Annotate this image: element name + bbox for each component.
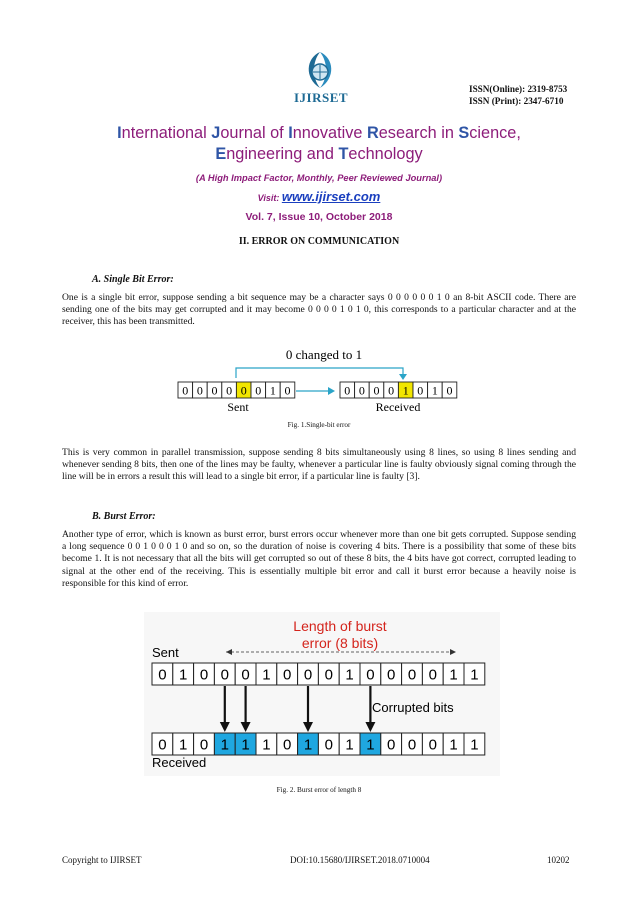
- fig2-received-bit-value: 1: [449, 736, 458, 754]
- fig1-connector-line: [236, 368, 403, 378]
- fig1-sent-bit-value: 0: [240, 383, 247, 398]
- fig1-received-bit-value: 0: [344, 383, 351, 398]
- journal-title-line2: [40, 145, 598, 164]
- fig2-sent-bit-value: 0: [220, 666, 229, 684]
- fig2-corruption-arrowhead-icon: [241, 722, 251, 732]
- fig2-sent-bit-value: 0: [158, 666, 167, 684]
- fig1-sent-bit-value: 1: [269, 383, 276, 398]
- fig2-title-line2: error (8 bits): [301, 635, 379, 651]
- fig1-sent-bit-value: 0: [196, 383, 203, 398]
- footer-doi: DOI:10.15680/IJIRSET.2018.0710004: [290, 855, 430, 865]
- fig2-received-bit-value: 0: [158, 736, 167, 754]
- fig2-received-bit-value: 1: [303, 736, 313, 754]
- fig2-corruption-arrowhead-icon: [365, 722, 375, 732]
- issn-block: [469, 83, 567, 107]
- fig1-sent-bit-value: 0: [255, 383, 262, 398]
- fig2-sent-bit-value: 0: [199, 666, 209, 684]
- paragraph-burst-error: Another type of error, which is known as burst error, burst errors occur whenever more than one bit gets corrupted. Suppose sending a long sequence 0 0 1 0 0 0 1 0 and so on, so the duration of noise is covering 4 bits. There is a possibility that some of these bits become 1. It is not necessary that all the bits will get corrupted so out of these 8 bits, the 4 bits have got correct, corrupted leading to signal at the other end of the receiving. This is essentially multiple bit error and call it burst error because a heavily noise is responsible for this kind of error.: [62, 529, 576, 589]
- fig2-corruption-arrowhead-icon: [220, 722, 230, 732]
- journal-website-link[interactable]: www.ijirset.com: [281, 189, 381, 204]
- fig2-sent-bit-value: 0: [303, 666, 313, 684]
- fig2-received-bit-value: 0: [324, 736, 333, 754]
- journal-title-line2-cap-1: T: [338, 145, 349, 163]
- fig1-received-bit-value: 0: [358, 383, 365, 398]
- fig1-received-bit-value: 1: [402, 383, 409, 398]
- fig2-received-bit-value: 0: [428, 736, 437, 754]
- fig2-sent-bit-value: 0: [324, 666, 333, 684]
- fig2-span-left-arrow-icon: [226, 649, 232, 655]
- fig1-sent-label: Sent: [227, 400, 249, 414]
- fig2-received-bit-value: 1: [262, 736, 271, 754]
- fig2-sent-bit-value: 1: [345, 666, 354, 684]
- visit-line: [0, 189, 638, 204]
- fig1-sent-bit-value: 0: [226, 383, 233, 398]
- volume-line: Vol. 7, Issue 10, October 2018: [245, 211, 393, 223]
- figure-single-bit-error: [174, 344, 464, 416]
- journal-title-line1-cap-2: I: [288, 124, 293, 142]
- fig2-sent-bit-value: 1: [449, 666, 458, 684]
- journal-title-line1-word-1: ournal of: [220, 124, 289, 142]
- fig1-top-label: 0 changed to 1: [285, 347, 363, 362]
- issn-print: ISSN (Print): 2347-6710: [469, 96, 564, 106]
- fig2-sent-label: Sent: [152, 645, 179, 660]
- footer-page-number: 10202: [547, 855, 570, 865]
- fig2-sent-bit-value: 0: [407, 666, 417, 684]
- figure-burst-error: [144, 612, 500, 776]
- footer-copyright: Copyright to IJIRSET: [62, 855, 142, 865]
- journal-title-line2-word-1: echnology: [348, 145, 423, 163]
- journal-title-line1-word-2: nnovative: [292, 124, 367, 142]
- journal-title-line1-cap-4: S: [458, 124, 470, 142]
- fig1-received-label: Received: [375, 400, 421, 414]
- paragraph-single-bit: One is a single bit error, suppose sending a bit sequence may be a character says 0 0 0 0 0 0 1 0 an 8-bit ASCII code. There are sending one of the bits may get corrupted and it may become 0 0 0 0 1 0 1 0, this corresponds to a particular character and at the receiver, this has been transmitted.: [62, 292, 576, 328]
- fig2-received-bit-value: 0: [283, 736, 292, 754]
- fig2-span-right-arrow-icon: [450, 649, 456, 655]
- fig2-received-bit-value: 1: [241, 736, 250, 754]
- fig2-corrupted-label: Corrupted bits: [372, 700, 454, 715]
- fig2-received-bit-value: 1: [366, 736, 375, 754]
- fig1-sent-bit-value: 0: [182, 383, 189, 398]
- paragraph-parallel-transmission: This is very common in parallel transmission, suppose sending 8 bits simultaneously using 8 lines, so using 8 lines sending and whenever sending 8 bits, then one of the lines may be faulty, whenever a particular line is faulty obviously signal coming through the line will be in errors a result this will lead to a single bit error, if a particular line is faulty [3].: [62, 447, 576, 483]
- section-title: II. ERROR ON COMMUNICATION: [238, 236, 400, 247]
- fig2-received-bit-value: 0: [407, 736, 417, 754]
- fig2-sent-bit-value: 0: [241, 666, 250, 684]
- subsection-heading-b: B. Burst Error:: [92, 511, 156, 522]
- journal-title-line1-word-3: esearch in: [378, 124, 459, 142]
- fig1-transmit-arrowhead-icon: [328, 387, 335, 395]
- fig2-sent-bit-value: 0: [283, 666, 292, 684]
- fig2-sent-bit-value: 0: [387, 666, 396, 684]
- issn-online: ISSN(Online): 2319-8753: [469, 84, 568, 94]
- fig1-received-bit-value: 0: [373, 383, 380, 398]
- fig2-title-line1: Length of burst: [293, 618, 387, 634]
- fig1-received-bit-value: 0: [417, 383, 424, 398]
- journal-title-line1-cap-3: R: [366, 124, 379, 142]
- fig2-sent-bit-value: 1: [262, 666, 271, 684]
- journal-title-line1-word-4: cience,: [469, 124, 521, 142]
- fig2-received-bit-value: 1: [179, 736, 188, 754]
- fig2-caption: Fig. 2. Burst error of length 8: [276, 786, 362, 794]
- fig1-received-bit-value: 0: [388, 383, 395, 398]
- fig2-sent-bit-value: 0: [428, 666, 437, 684]
- visit-label: Visit:: [257, 193, 282, 203]
- fig1-received-bit-value: 0: [446, 383, 453, 398]
- fig2-received-label: Received: [152, 755, 207, 770]
- impact-line: (A High Impact Factor, Monthly, Peer Reviewed Journal): [195, 173, 443, 183]
- fig1-received-bit-value: 1: [431, 383, 438, 398]
- fig1-sent-bit-value: 0: [284, 383, 291, 398]
- fig2-sent-bit-value: 1: [179, 666, 188, 684]
- journal-title-line1: [40, 124, 598, 143]
- fig1-sent-bit-value: 0: [211, 383, 218, 398]
- fig2-received-bit-value: 1: [345, 736, 354, 754]
- fig1-caption: Fig. 1.Single-bit error: [287, 421, 351, 429]
- journal-title-line1-cap-1: J: [211, 124, 221, 142]
- fig2-received-bit-value: 0: [387, 736, 396, 754]
- journal-title-line1-cap-0: I: [117, 124, 122, 142]
- journal-title-line2-word-0: ngineering and: [226, 145, 339, 163]
- fig2-received-bit-value: 1: [470, 736, 479, 754]
- fig1-arrowhead-icon: [399, 374, 407, 380]
- fig2-received-bit-value: 1: [220, 736, 229, 754]
- fig2-received-bit-value: 0: [199, 736, 209, 754]
- journal-title-line1-word-0: nternational: [121, 124, 212, 142]
- fig2-corruption-arrowhead-icon: [303, 722, 313, 732]
- fig2-sent-bit-value: 0: [366, 666, 375, 684]
- fig2-sent-bit-value: 1: [470, 666, 479, 684]
- logo-text: IJIRSET: [293, 90, 349, 105]
- journal-title-line2-cap-0: E: [215, 145, 227, 163]
- subsection-heading-a: A. Single Bit Error:: [92, 274, 174, 285]
